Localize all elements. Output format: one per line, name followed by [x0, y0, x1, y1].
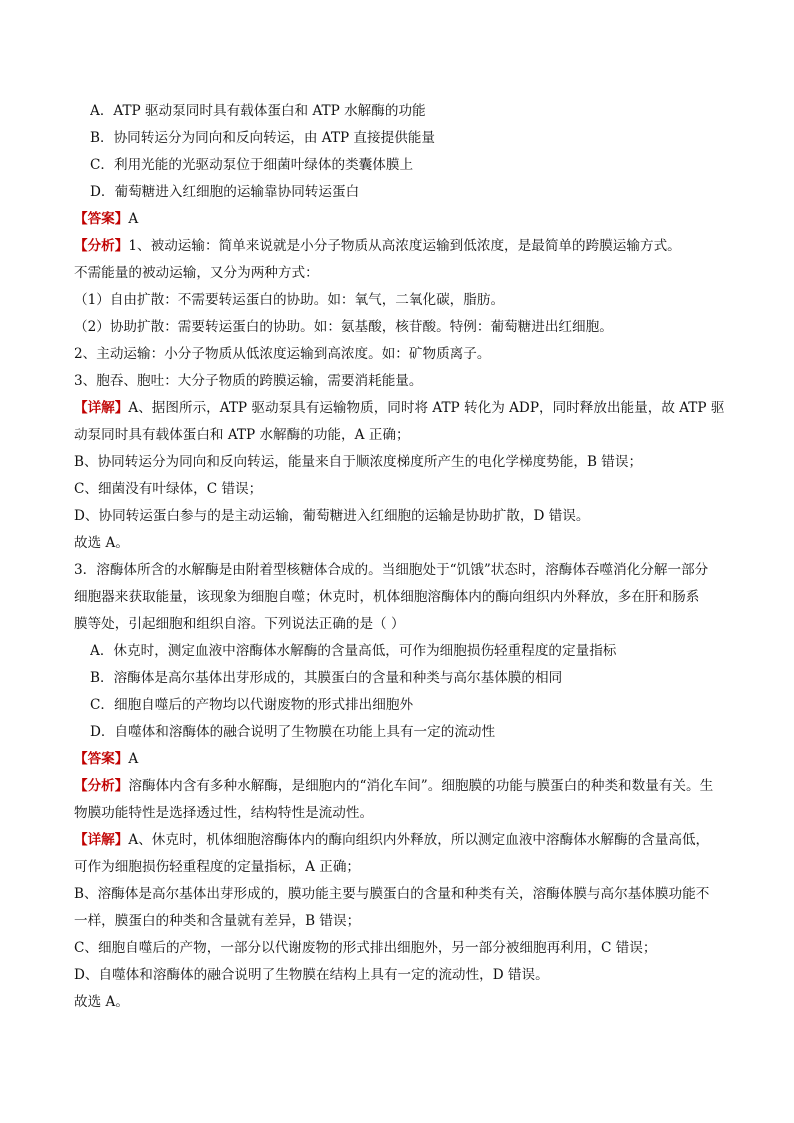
- q2-conclusion: 故选 A。: [74, 535, 129, 551]
- q3-conclusion: 故选 A。: [74, 994, 129, 1010]
- analysis-tag: 【分析】: [74, 238, 129, 254]
- q3-option-c: C．细胞自噬后的产物均以代谢废物的形式排出细胞外: [90, 697, 414, 713]
- q3-analysis: [74, 776, 724, 796]
- q3-stem-line: 3．溶酶体所含的水解酶是由附着型核糖体合成的。当细胞处于“饥饿”状态时，溶酶体吞噬消化分解一部分: [74, 562, 709, 578]
- q2-analysis-line: 不需能量的被动运输，又分为两种方式：: [74, 265, 319, 281]
- analysis-text: 1、被动运输：简单来说就是小分子物质从高浓度运输到低浓度，是最简单的跨膜运输方式。: [128, 238, 681, 254]
- q2-option-d: D．葡萄糖进入红细胞的运输靠协同转运蛋白: [90, 184, 360, 200]
- q3-detail-line: D、自噬体和溶酶体的融合说明了生物膜在结构上具有一定的流动性，D 错误。: [74, 967, 549, 983]
- detail-text: A、据图所示，ATP 驱动泵具有运输物质，同时将 ATP 转化为 ADP，同时释放出能量，故 ATP 驱: [128, 400, 724, 416]
- q3-detail-line: 一样，膜蛋白的种类和含量就有差异，B 错误；: [74, 913, 361, 929]
- q3-option-b: B．溶酶体是高尔基体出芽形成的，其膜蛋白的含量和种类与高尔基体膜的相同: [90, 670, 563, 686]
- q2-analysis: [74, 236, 724, 256]
- analysis-text: 溶酶体内含有多种水解酶，是细胞内的“消化车间”。细胞膜的功能与膜蛋白的种类和数量有关。生: [128, 778, 714, 794]
- q2-option-a: A．ATP 驱动泵同时具有载体蛋白和 ATP 水解酶的功能: [90, 103, 426, 119]
- analysis-tag: 【分析】: [74, 778, 129, 794]
- q3-stem-line: 膜等处，引起细胞和组织自溶。下列说法正确的是（ ）: [74, 616, 405, 632]
- detail-tag: 【详解】: [74, 400, 129, 416]
- q2-analysis-line: 3、胞吞、胞吐：大分子物质的跨膜运输，需要消耗能量。: [74, 373, 423, 389]
- q2-analysis-line: 2、主动运输：小分子物质从低浓度运输到高浓度。如：矿物质离子。: [74, 346, 491, 362]
- q2-option-b: B．协同转运分为同向和反向转运，由 ATP 直接提供能量: [90, 130, 435, 146]
- q3-stem-line: 细胞器来获取能量，该现象为细胞自噬；休克时，机体细胞溶酶体内的酶向组织内外释放，多在肝和肠系: [74, 589, 700, 605]
- q2-option-c: C．利用光能的光驱动泵位于细菌叶绿体的类囊体膜上: [90, 157, 414, 173]
- q3-detail-line: 可作为细胞损伤轻重程度的定量指标，A 正确；: [74, 859, 361, 875]
- detail-text: A、休克时，机体细胞溶酶体内的酶向组织内外释放，所以测定血液中溶酶体水解酶的含量高低，: [128, 832, 710, 848]
- q2-answer: [74, 209, 724, 229]
- answer-value: A: [128, 751, 139, 767]
- q2-detail-line: D、协同转运蛋白参与的是主动运输，葡萄糖进入红细胞的运输是协助扩散，D 错误。: [74, 508, 590, 524]
- q2-detail: [74, 398, 724, 418]
- answer-value: A: [128, 211, 139, 227]
- q2-analysis-line: （1）自由扩散：不需要转运蛋白的协助。如：氧气，二氧化碳，脂肪。: [74, 292, 505, 308]
- q2-detail-line: 动泵同时具有载体蛋白和 ATP 水解酶的功能，A 正确；: [74, 427, 410, 443]
- answer-tag: 【答案】: [74, 211, 129, 227]
- detail-tag: 【详解】: [74, 832, 129, 848]
- answer-tag: 【答案】: [74, 751, 129, 767]
- q3-detail: [74, 830, 724, 850]
- q3-answer: [74, 749, 724, 769]
- q3-option-a: A．休克时，测定血液中溶酶体水解酶的含量高低，可作为细胞损伤轻重程度的定量指标: [90, 643, 617, 659]
- q3-detail-line: B、溶酶体是高尔基体出芽形成的，膜功能主要与膜蛋白的含量和种类有关，溶酶体膜与高尔基体膜功能不: [74, 886, 710, 902]
- q3-option-d: D．自噬体和溶酶体的融合说明了生物膜在功能上具有一定的流动性: [90, 724, 496, 740]
- q3-analysis-line: 物膜功能特性是选择透过性，结构特性是流动性。: [74, 805, 374, 821]
- q2-detail-line: C、细菌没有叶绿体，C 错误；: [74, 481, 263, 497]
- q2-detail-line: B、协同转运分为同向和反向转运，能量来自于顺浓度梯度所产生的电化学梯度势能，B 错误；: [74, 454, 643, 470]
- q2-analysis-line: （2）协助扩散：需要转运蛋白的协助。如：氨基酸，核苷酸。特例：葡萄糖进出红细胞。: [74, 319, 613, 335]
- q3-detail-line: C、细胞自噬后的产物，一部分以代谢废物的形式排出细胞外，另一部分被细胞再利用，C 错误；: [74, 940, 657, 956]
